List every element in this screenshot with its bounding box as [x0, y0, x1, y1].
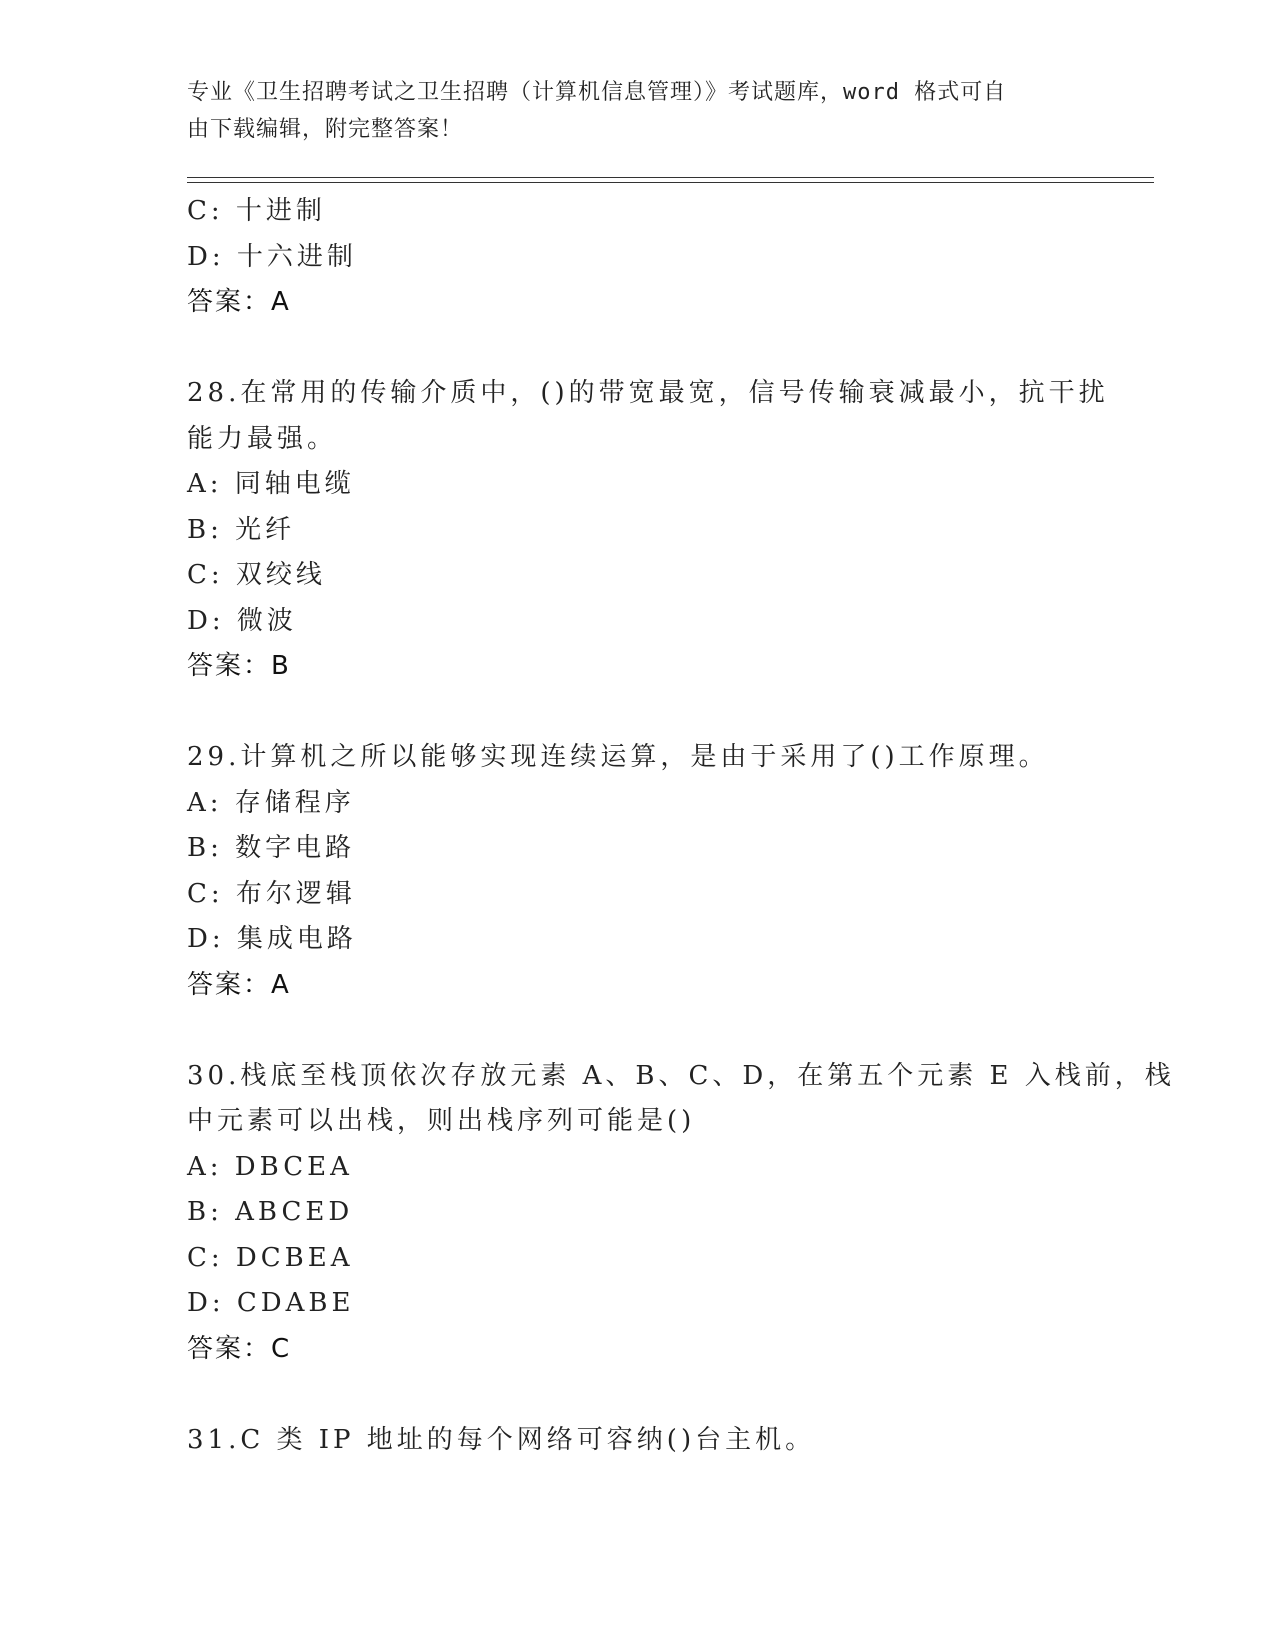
header-divider-bottom	[187, 182, 1154, 183]
option-c: C: 十进制	[187, 196, 326, 226]
question-stem-line: 28.在常用的传输介质中，()的带宽最宽，信号传输衰减最小，抗干扰	[187, 378, 1109, 408]
question-stem-line: 31.C 类 IP 地址的每个网络可容纳()台主机。	[187, 1424, 816, 1455]
document-page	[187, 0, 1175, 1650]
option-a: A: 同轴电缆	[187, 469, 355, 499]
question-29	[187, 735, 1147, 1008]
option-b: B: 数字电路	[187, 833, 356, 863]
spacer	[187, 326, 1147, 372]
previous-question-tail	[187, 189, 1147, 326]
question-stem-line: 中元素可以出栈，则出栈序列可能是()	[187, 1106, 696, 1136]
option-b: B: ABCED	[187, 1197, 354, 1227]
spacer	[187, 1372, 1147, 1418]
option-c: C: 双绞线	[187, 560, 326, 590]
question-stem-line: 30.栈底至栈顶依次存放元素 A、B、C、D，在第五个元素 E 入栈前，栈	[187, 1060, 1175, 1091]
header-divider-top	[187, 177, 1154, 178]
header-line-1: 专业《卫生招聘考试之卫生招聘（计算机信息管理）》考试题库，word 格式可自	[187, 80, 1007, 105]
option-d: D: CDABE	[187, 1288, 355, 1318]
question-list	[187, 189, 1175, 1463]
answer-line: 答案：A	[187, 287, 291, 317]
option-d: D: 集成电路	[187, 924, 357, 954]
question-30	[187, 1054, 1175, 1373]
option-a: A: 存储程序	[187, 787, 355, 818]
question-stem-line: 29.计算机之所以能够实现连续运算，是由于采用了()工作原理。	[187, 742, 1049, 772]
option-c: C: 布尔逻辑	[187, 878, 356, 909]
question-28	[187, 371, 1147, 690]
option-d: D: 十六进制	[187, 241, 357, 272]
option-d: D: 微波	[187, 605, 297, 636]
answer-line: 答案：A	[187, 969, 291, 1000]
option-b: B: 光纤	[187, 514, 296, 545]
spacer	[187, 1008, 1147, 1054]
question-stem-line: 能力最强。	[187, 423, 338, 454]
spacer	[187, 690, 1147, 736]
question-31	[187, 1418, 1147, 1464]
header-line-2: 由下载编辑，附完整答案！	[187, 117, 464, 142]
document-header	[187, 74, 1047, 148]
answer-line: 答案：C	[187, 1333, 292, 1364]
option-c: C: DCBEA	[187, 1242, 354, 1273]
option-a: A: DBCEA	[187, 1151, 353, 1182]
answer-line: 答案：B	[187, 651, 291, 681]
